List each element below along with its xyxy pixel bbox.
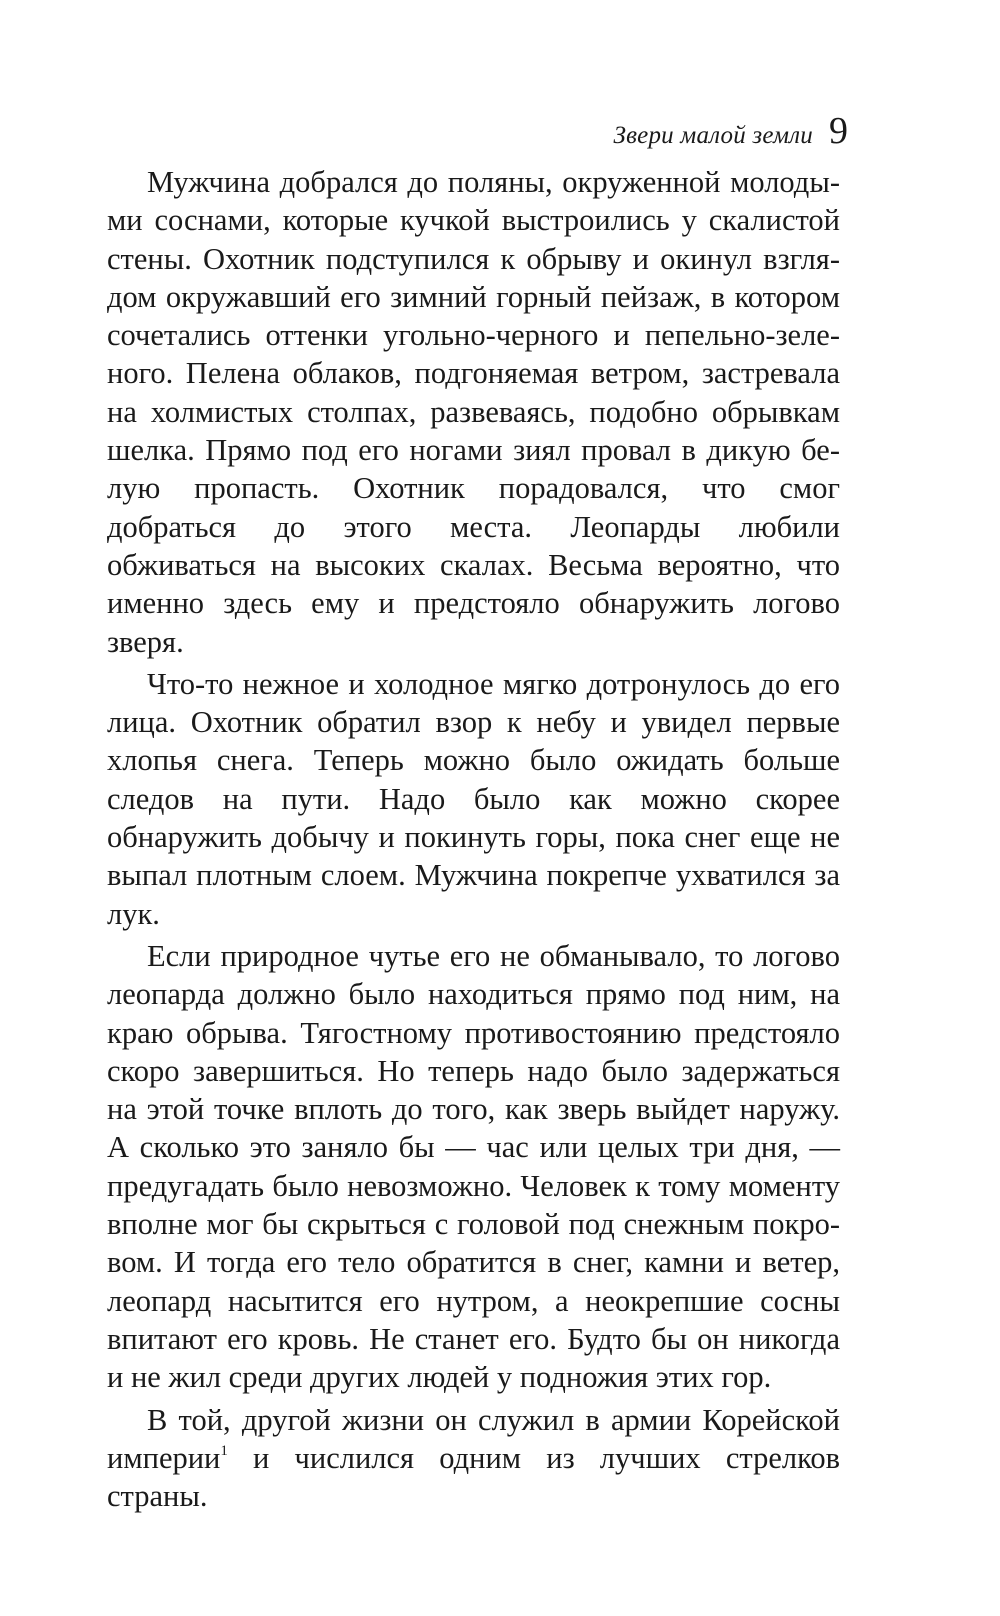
paragraph-3: Если природное чутье его не обманывало, то логово леопарда должно было находиться прямо под ним, на краю обрыва. Тягостному противостоянию предстояло скоро завершиться. Но теперь надо было задержаться на этой точке вплоть до того, как зверь выйдет наружу. А сколько это заняло бы — час или целых три дня, — предугадать было невозможно. Человек к тому моменту вполне мог бы скрыться с головой под снежным покровом. И тогда его тело обратится в снег, камни и ветер, леопард насытится его нутром, а неокрепшие сосны впитают его кровь. Не станет его. Будто бы он никогда и не жил среди других людей у подножия этих гор. [107,938,840,1395]
running-head [614,112,848,150]
paragraph-2: Что-то нежное и холодное мягко дотронулось до его лица. Охотник обратил взор к небу и увидел первые хлопья снега. Теперь можно было ожидать больше следов на пути. Надо было как можно скорее обнаружить добычу и покинуть горы, пока снег еще не выпал плотным слоем. Мужчина покрепче ухватился за лук. [107,666,840,931]
paragraph-4 [107,1401,840,1516]
running-title: Звери малой земли [613,122,813,149]
paragraph-4-text-end: и числился одним из лучших стрелков страны. [107,1440,840,1514]
body-text [107,163,840,1515]
paragraph-1: Мужчина добрался до поляны, окруженной молодыми соснами, которые кучкой выстроились у скалистой стены. Охотник подступился к обрыву и окинул взглядом окружавший его зимний горный пейзаж, в котором сочетались оттенки угольно-черного и пепельно-зеленого. Пелена облаков, подгоняемая ветром, застревала на холмистых столпах, развеваясь, подобно обрывкам шелка. Прямо под его ногами зиял провал в дикую белую пропасть. Охотник порадовался, что смог добраться до этого места. Леопарды любили обживаться на высоких скалах. Весьма вероятно, что именно здесь ему и предстояло обнаружить логово зверя. [107,165,840,659]
paragraph-4-text-start: В той, другой жизни он служил в армии Корейской империи [107,1402,840,1475]
page-number: 9 [829,110,848,152]
footnote-reference[interactable]: 1 [220,1442,228,1459]
